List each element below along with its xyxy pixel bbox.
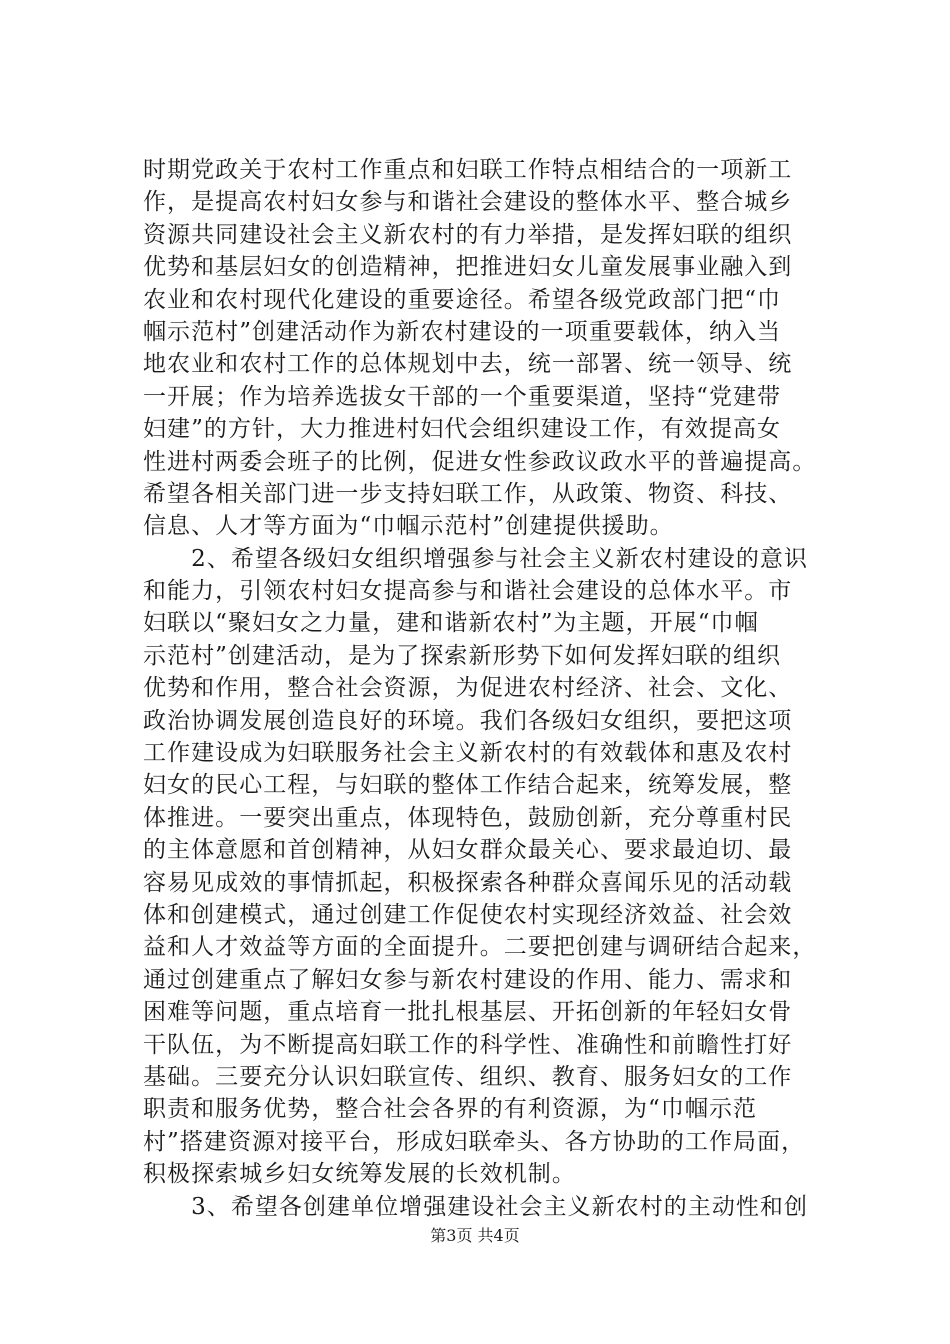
text-line: 干队伍，为不断提高妇联工作的科学性、准确性和前瞻性打好: [143, 1031, 793, 1058]
text-line: 积极探索城乡妇女统筹发展的长效机制。: [143, 1161, 576, 1188]
text-line: 信息、人才等方面为“巾帼示范村”创建提供援助。: [143, 513, 674, 540]
text-line: 帼示范村”创建活动作为新农村建设的一项重要载体，纳入当: [143, 318, 782, 345]
text-line: 希望各相关部门进一步支持妇联工作，从政策、物资、科技、: [143, 480, 793, 507]
text-line: 和能力，引领农村妇女提高参与和谐社会建设的总体水平。市: [143, 578, 793, 605]
text-line: 政治协调发展创造良好的环境。我们各级妇女组织，要把这项: [143, 707, 793, 734]
text-line: 2、希望各级妇女组织增强参与社会主义新农村建设的意识: [143, 545, 809, 572]
text-line: 农业和农村现代化建设的重要途径。希望各级党政部门把“巾: [143, 286, 782, 313]
text-line: 性进村两委会班子的比例，促进女性参政议政水平的普遍提高。: [143, 448, 817, 475]
text-line: 示范村”创建活动，是为了探索新形势下如何发挥妇联的组织: [143, 642, 782, 669]
text-line: 妇联以“聚妇女之力量，建和谐新农村”为主题，开展“巾帼: [143, 610, 759, 637]
text-line: 体推进。一要突出重点，体现特色，鼓励创新，充分尊重村民: [143, 804, 793, 831]
text-line: 体和创建模式，通过创建工作促使农村实现经济效益、社会效: [143, 901, 793, 928]
text-line: 容易见成效的事情抓起，积极探索各种群众喜闻乐见的活动载: [143, 869, 793, 896]
text-line: 通过创建重点了解妇女参与新农村建设的作用、能力、需求和: [143, 966, 793, 993]
text-line: 的主体意愿和首创精神，从妇女群众最关心、要求最迫切、最: [143, 837, 793, 864]
text-line: 基础。三要充分认识妇联宣传、组织、教育、服务妇女的工作: [143, 1063, 793, 1090]
text-line: 职责和服务优势，整合社会各界的有利资源，为“巾帼示范: [143, 1096, 758, 1123]
text-line: 资源共同建设社会主义新农村的有力举措，是发挥妇联的组织: [143, 221, 793, 248]
text-line: 地农业和农村工作的总体规划中去，统一部署、统一领导、统: [143, 351, 793, 378]
text-line: 工作建设成为妇联服务社会主义新农村的有效载体和惠及农村: [143, 740, 793, 767]
text-line: 村”搭建资源对接平台，形成妇联牵头、各方协助的工作局面，: [143, 1128, 806, 1155]
text-line: 妇建”的方针，大力推进村妇代会组织建设工作，有效提高女: [143, 416, 782, 443]
text-line: 3、希望各创建单位增强建设社会主义新农村的主动性和创: [143, 1193, 809, 1220]
text-line: 时期党政关于农村工作重点和妇联工作特点相结合的一项新工: [143, 157, 793, 183]
text-line: 优势和作用，整合社会资源，为促进农村经济、社会、文化、: [143, 675, 793, 702]
text-line: 益和人才效益等方面的全面提升。二要把创建与调研结合起来，: [143, 934, 817, 961]
page-footer: 第3页 共4页: [430, 1226, 520, 1245]
text-line: 困难等问题，重点培育一批扎根基层、开拓创新的年轻妇女骨: [143, 999, 793, 1026]
text-line: 妇女的民心工程，与妇联的整体工作结合起来，统筹发展，整: [143, 772, 793, 799]
text-line: 优势和基层妇女的创造精神，把推进妇女儿童发展事业融入到: [143, 254, 793, 281]
text-line: 作，是提高农村妇女参与和谐社会建设的整体水平、整合城乡: [143, 189, 793, 216]
body-text: [143, 154, 849, 1223]
text-line: 一开展；作为培养选拔女干部的一个重要渠道，坚持“党建带: [143, 383, 782, 410]
